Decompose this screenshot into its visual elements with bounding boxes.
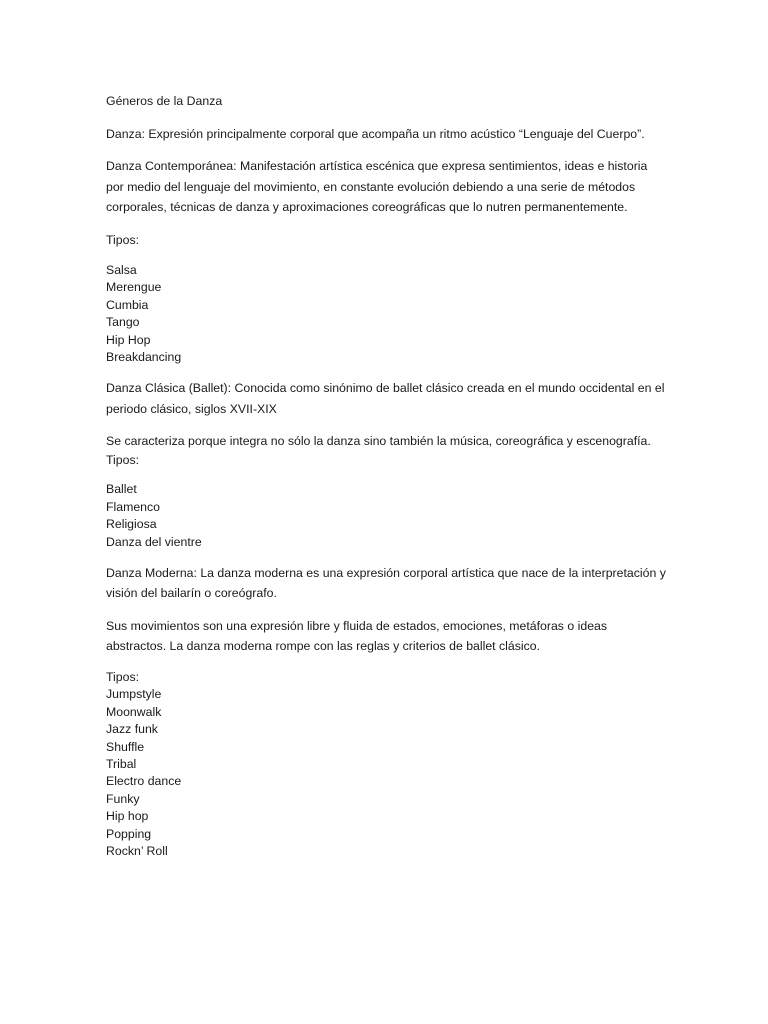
intro-paragraph: Danza: Expresión principalmente corporal que acompaña un ritmo acústico “Lenguaje del Cuerpo”. [106, 126, 645, 141]
list-item: Flamenco [106, 499, 160, 514]
list-item: Jumpstyle [106, 687, 162, 702]
list-item: Breakdancing [106, 350, 182, 365]
list-item: Electro dance [106, 774, 182, 789]
contemporanea-types-list [106, 262, 666, 366]
list-item: Popping [106, 826, 152, 841]
list-item: Tribal [106, 757, 137, 771]
document-body [106, 91, 666, 860]
moderna-paragraph: Danza Moderna: La danza moderna es una expresión corporal artística que nace de la interpretación y visión del bailarín o coreógrafo. [106, 565, 666, 601]
clasica-characteristic: Se caracteriza porque integra no sólo la danza sino también la música, coreográfica y escenografía. [106, 434, 651, 449]
list-item: Hip Hop [106, 332, 151, 347]
clasica-paragraph: Danza Clásica (Ballet): Conocida como sinónimo de ballet clásico creada en el mundo occidental en el periodo clásico, siglos XVII-XIX [106, 381, 665, 416]
contemporanea-types-label: Tipos: [106, 232, 140, 247]
list-item: Funky [106, 791, 140, 806]
moderna-types-list [106, 686, 666, 860]
moderna-types-label: Tipos: [106, 669, 140, 684]
list-item: Tango [106, 315, 140, 330]
document-title: Géneros de la Danza [106, 94, 223, 108]
contemporanea-paragraph: Danza Contemporánea: Manifestación artística escénica que expresa sentimientos, ideas e historia por medio del lenguaje del movimiento, en constante evolución debiendo a una serie de métodos corporales, técnicas de danza y aproximaciones coreográficas que lo nutren permanentemente. [106, 159, 648, 214]
list-item: Salsa [106, 263, 137, 277]
list-item: Cumbia [106, 297, 149, 312]
list-item: Ballet [106, 482, 137, 497]
list-item: Religiosa [106, 517, 157, 532]
list-item: Rockn’ Roll [106, 844, 168, 859]
list-item: Jazz funk [106, 722, 158, 737]
clasica-types-label: Tipos: [106, 452, 140, 467]
moderna-characteristic: Sus movimientos son una expresión libre y fluida de estados, emociones, metáforas o ideas abstractos. La danza moderna rompe con las reglas y criterios de ballet clásico. [106, 618, 608, 654]
list-item: Danza del vientre [106, 534, 202, 549]
list-item: Hip hop [106, 809, 149, 824]
list-item: Shuffle [106, 739, 145, 754]
clasica-types-list [106, 481, 666, 551]
list-item: Moonwalk [106, 704, 162, 719]
list-item: Merengue [106, 280, 162, 295]
